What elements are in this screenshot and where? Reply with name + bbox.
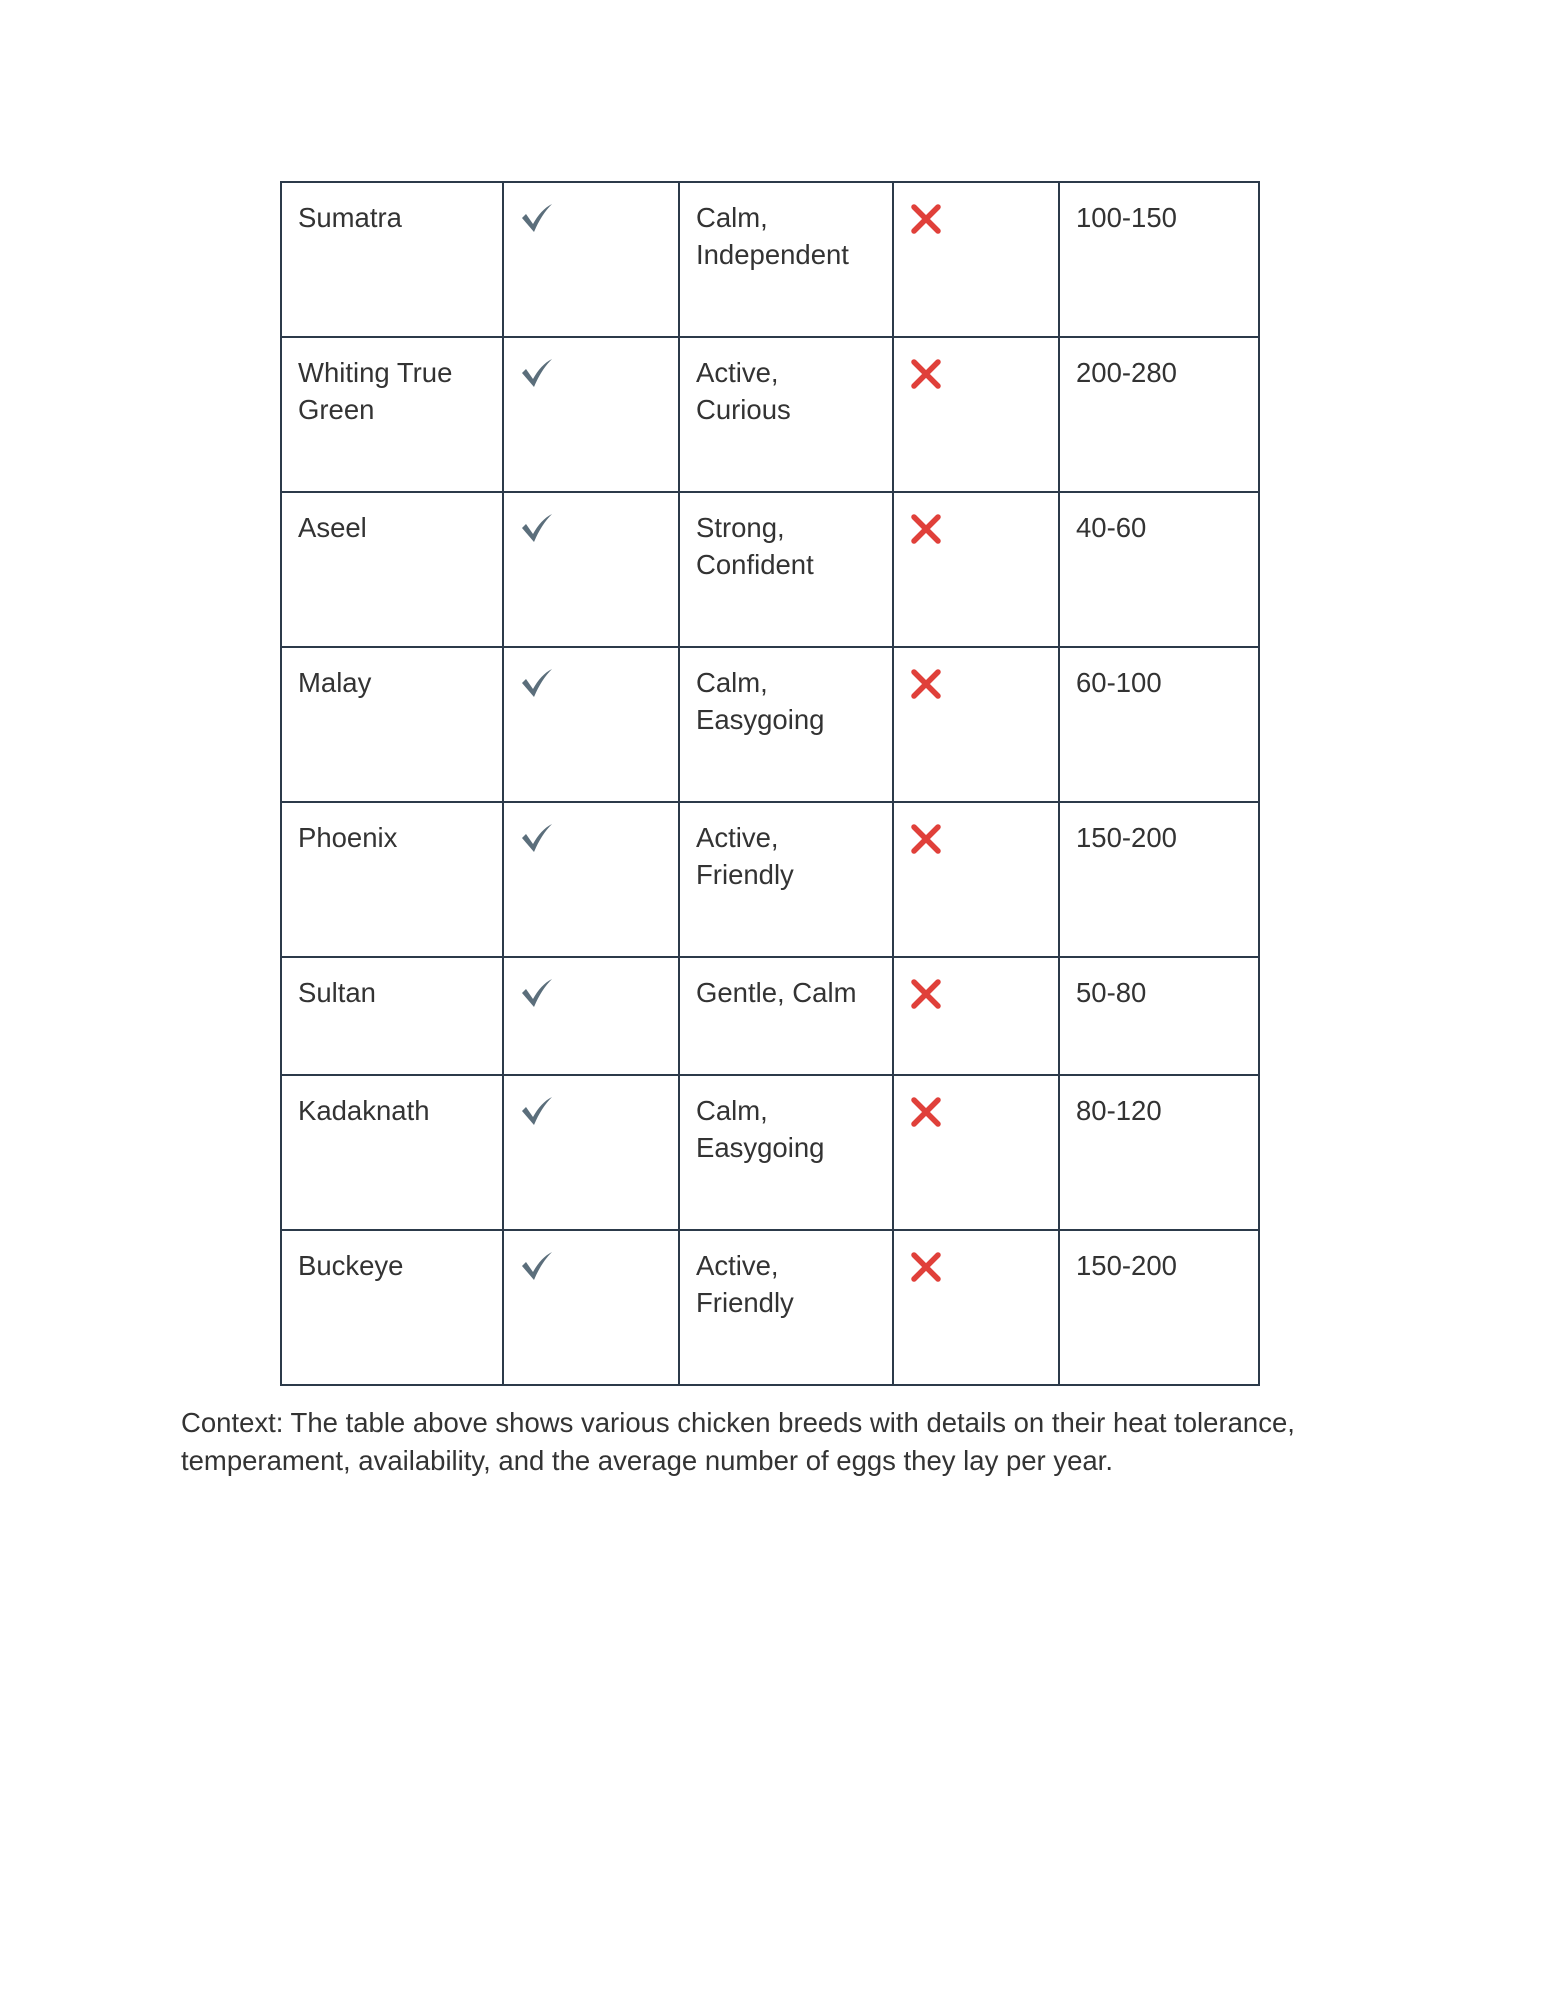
heat-tolerance-cell [503, 957, 679, 1075]
eggs-per-year-cell: 60-100 [1059, 647, 1259, 802]
availability-cell [893, 182, 1059, 337]
cross-mark-icon [910, 1251, 1044, 1283]
cross-mark-icon [910, 203, 1044, 235]
breed-cell: Phoenix [281, 802, 503, 957]
breed-cell: Aseel [281, 492, 503, 647]
temperament-cell: Active, Curious [679, 337, 893, 492]
heat-tolerance-cell [503, 647, 679, 802]
eggs-per-year-cell: 50-80 [1059, 957, 1259, 1075]
eggs-per-year-cell: 150-200 [1059, 1230, 1259, 1385]
temperament-cell: Calm, Independent [679, 182, 893, 337]
eggs-per-year-cell: 100-150 [1059, 182, 1259, 337]
availability-cell [893, 337, 1059, 492]
table-row [281, 492, 1259, 647]
availability-cell [893, 647, 1059, 802]
temperament-cell: Gentle, Calm [679, 957, 893, 1075]
check-mark-icon [520, 978, 664, 1008]
temperament-cell: Strong, Confident [679, 492, 893, 647]
heat-tolerance-cell [503, 182, 679, 337]
table-row [281, 802, 1259, 957]
table-row [281, 1075, 1259, 1230]
table-row [281, 337, 1259, 492]
check-mark-icon [520, 513, 664, 543]
breed-cell: Kadaknath [281, 1075, 503, 1230]
eggs-per-year-cell: 200-280 [1059, 337, 1259, 492]
availability-cell [893, 802, 1059, 957]
table-row [281, 182, 1259, 337]
heat-tolerance-cell [503, 337, 679, 492]
temperament-cell: Calm, Easygoing [679, 647, 893, 802]
temperament-cell: Active, Friendly [679, 802, 893, 957]
breed-cell: Sumatra [281, 182, 503, 337]
table-row [281, 647, 1259, 802]
check-mark-icon [520, 668, 664, 698]
heat-tolerance-cell [503, 802, 679, 957]
availability-cell [893, 492, 1059, 647]
check-mark-icon [520, 1096, 664, 1126]
cross-mark-icon [910, 1096, 1044, 1128]
breed-table [280, 181, 1260, 1386]
table-row [281, 957, 1259, 1075]
cross-mark-icon [910, 358, 1044, 390]
breed-cell: Malay [281, 647, 503, 802]
check-mark-icon [520, 358, 664, 388]
availability-cell [893, 1230, 1059, 1385]
check-mark-icon [520, 823, 664, 853]
breed-cell: Sultan [281, 957, 503, 1075]
breed-cell: Whiting True Green [281, 337, 503, 492]
eggs-per-year-cell: 150-200 [1059, 802, 1259, 957]
check-mark-icon [520, 203, 664, 233]
temperament-cell: Active, Friendly [679, 1230, 893, 1385]
breed-cell: Buckeye [281, 1230, 503, 1385]
table-caption: Context: The table above shows various chicken breeds with details on their heat tolerance, temperament, availability, and the average number of eggs they lay per year. [181, 1407, 1295, 1476]
cross-mark-icon [910, 978, 1044, 1010]
heat-tolerance-cell [503, 492, 679, 647]
cross-mark-icon [910, 823, 1044, 855]
availability-cell [893, 1075, 1059, 1230]
cross-mark-icon [910, 513, 1044, 545]
cross-mark-icon [910, 668, 1044, 700]
availability-cell [893, 957, 1059, 1075]
eggs-per-year-cell: 80-120 [1059, 1075, 1259, 1230]
check-mark-icon [520, 1251, 664, 1281]
temperament-cell: Calm, Easygoing [679, 1075, 893, 1230]
table-row [281, 1230, 1259, 1385]
eggs-per-year-cell: 40-60 [1059, 492, 1259, 647]
heat-tolerance-cell [503, 1075, 679, 1230]
heat-tolerance-cell [503, 1230, 679, 1385]
